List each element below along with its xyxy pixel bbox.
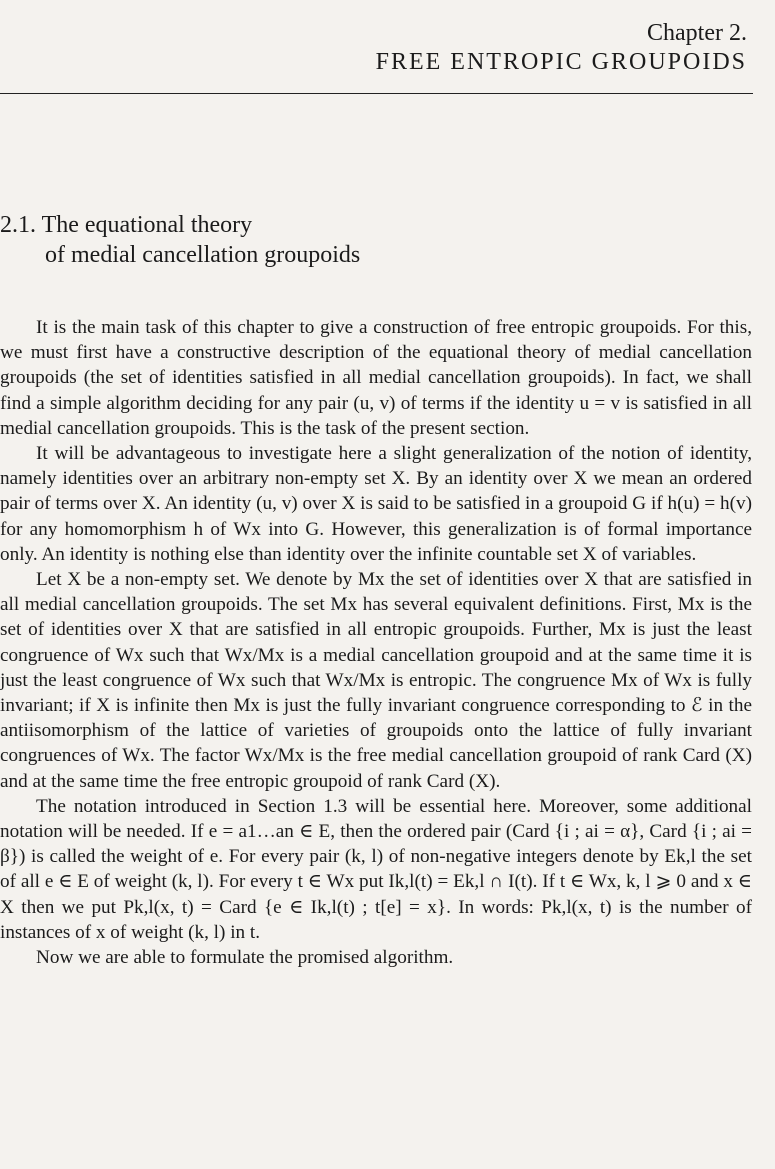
header-rule bbox=[0, 93, 753, 94]
paragraph-intro: It is the main task of this chapter to give a construction of free entropic groupoids. For this, we must first have a constructive description of the equational theory of medial cancellation groupoids (the set of identities satisfied in all medial cancellation groupoids). In fact, we shall find a simple algorithm deciding for any pair (u, v) of terms if the identity u = v is satisfied in all medial cancellation groupoids. This is the task of the present section. bbox=[0, 317, 752, 439]
paragraph-identity: It will be advantageous to investigate here a slight generalization of the notion of identity, namely identities over an arbitrary non-empty set X. By an identity over X we mean an ordered pair of terms over X. An identity (u, v) over X is said to be satisfied in a groupoid G if h(u) = h(v) for any homomorphism h of Wx into G. However, this generalization is of formal importance only. An identity is nothing else than identity over the infinite countable set X of variables. bbox=[0, 443, 752, 565]
paragraph-mx-definition: Let X be a non-empty set. We denote by Mx the set of identities over X that are satisfied in all medial cancellation groupoids. The set Mx has several equivalent definitions. First, Mx is the set of identities over X that are satisfied in all entropic groupoids. Further, Mx is just the least congruence of Wx such that Wx/Mx is a medial cancellation groupoid and at the same time it is just the least congruence of Wx such that Wx/Mx is entropic. The congruence Mx of Wx is fully invariant; if X is infinite then Mx is just the fully invariant congruence corresponding to ℰ in the antiisomorphism of the lattice of varieties of groupoids onto the lattice of fully invariant congruences of Wx. The factor Wx/Mx is the free medial cancellation groupoid of rank Card (X) and at the same time the free entropic groupoid of rank Card (X). bbox=[0, 569, 752, 792]
chapter-header bbox=[376, 18, 747, 76]
paragraph-algorithm: Now we are able to formulate the promised algorithm. bbox=[36, 947, 454, 969]
chapter-title: FREE ENTROPIC GROUPOIDS bbox=[375, 49, 747, 75]
chapter-number: Chapter 2. bbox=[647, 20, 747, 46]
paragraph-notation: The notation introduced in Section 1.3 will be essential here. Moreover, some additional notation will be needed. If e = a1…an ∈ E, then the ordered pair (Card {i ; ai = α}, Card {i ; ai = β}) is called the weight of e. For every pair (k, l) of non-negative integers denote by Ek,l the set of all e ∈ E of weight (k, l). For every t ∈ Wx put Ik,l(t) = Ek,l ∩ I(t). If t ∈ Wx, k, l ⩾ 0 and x ∈ X then we put Pk,l(x, t) = Card {e ∈ Ik,l(t) ; t[e] = x}. In words: Pk,l(x, t) is the number of instances of x of weight (k, l) in t. bbox=[0, 795, 752, 943]
section-heading-line-1: 2.1. The equational theory bbox=[0, 212, 253, 238]
section-heading bbox=[0, 210, 360, 270]
body-text bbox=[0, 315, 752, 970]
section-heading-line-2: of medial cancellation groupoids bbox=[45, 242, 361, 268]
